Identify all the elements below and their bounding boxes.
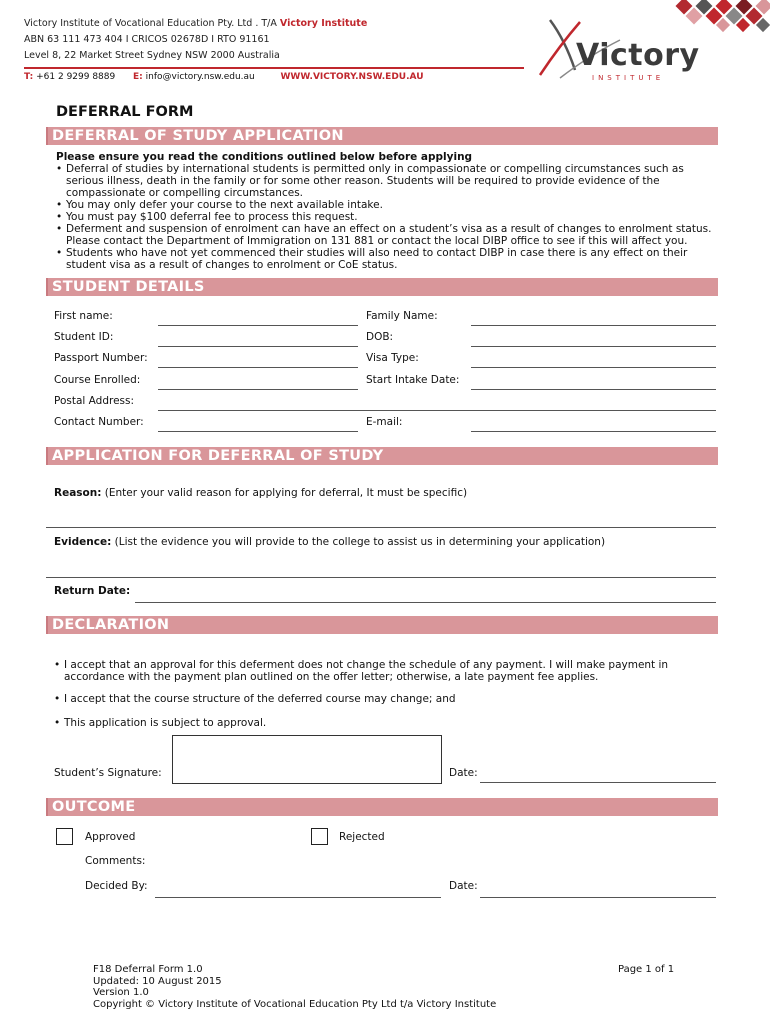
- passport-field[interactable]: [158, 367, 358, 368]
- logo-text: Victory: [576, 38, 700, 73]
- email-label: E-mail:: [366, 416, 403, 428]
- course-label: Course Enrolled:: [54, 374, 141, 386]
- postal-label: Postal Address:: [54, 395, 135, 407]
- list-item: • You must pay $100 deferral fee to process this request.: [56, 211, 358, 223]
- outcome-date-label: Date:: [449, 880, 478, 892]
- declaration-text: I accept that an approval for this deferment does not change the schedule of any payment. I will make payment in accordance with the payment plan outlined on the offer letter; otherwise, a late payment fee applies.: [64, 659, 669, 683]
- section-header-deferral-application: [46, 127, 718, 145]
- signature-date-label: Date:: [449, 767, 478, 779]
- condition-text: You must pay $100 deferral fee to process this request.: [66, 211, 358, 223]
- first-name-label: First name:: [54, 310, 113, 322]
- evidence-label: Evidence:: [54, 536, 112, 548]
- declaration-item: • I accept that the course structure of the deferred course may change; and: [54, 693, 456, 705]
- section-title: APPLICATION FOR DEFERRAL OF STUDY: [52, 448, 384, 464]
- footer: [93, 964, 496, 1010]
- footer-updated: Updated: 10 August 2015: [93, 975, 222, 987]
- contact-field[interactable]: [158, 431, 358, 432]
- family-name-label: Family Name:: [366, 310, 438, 322]
- declaration-text: I accept that the course structure of the deferred course may change; and: [64, 693, 456, 705]
- reason-label: Reason:: [54, 487, 102, 499]
- condition-text: You may only defer your course to the next available intake.: [66, 199, 383, 211]
- dob-field[interactable]: [471, 346, 716, 347]
- condition-text: Students who have not yet commenced their studies will also need to contact DIBP in case there is any effect on their student visa as a result of changes to enrolment or CoE status.: [66, 247, 688, 271]
- condition-text: Deferral of studies by international students is permitted only in compassionate or compelling circumstances such as serious illness, death in the family or for some other reason. Students will be required to provide evidence of the compassionate or compelling circumstances.: [66, 163, 684, 199]
- section-header-student-details: [46, 278, 718, 296]
- passport-label: Passport Number:: [54, 352, 148, 364]
- section-header-application: [46, 447, 718, 465]
- signature-label: Student’s Signature:: [54, 767, 162, 779]
- intake-label: Start Intake Date:: [366, 374, 460, 386]
- family-name-field[interactable]: [471, 325, 716, 326]
- rejected-checkbox[interactable]: [311, 828, 328, 845]
- reason-field[interactable]: [46, 527, 716, 528]
- contact-line: [24, 72, 424, 82]
- phone-label: T:: [24, 72, 34, 82]
- section-title: STUDENT DETAILS: [52, 279, 205, 295]
- phone-number: +61 2 9299 8889: [36, 72, 116, 82]
- first-name-field[interactable]: [158, 325, 358, 326]
- email-link[interactable]: info@victory.nsw.edu.au: [145, 72, 255, 82]
- decided-by-label: Decided By:: [85, 880, 148, 892]
- diamond-pattern-icon: [676, 0, 770, 32]
- footer-version: Version 1.0: [93, 987, 149, 998]
- section-header-declaration: [46, 616, 718, 634]
- reason-hint: (Enter your valid reason for applying for deferral, It must be specific): [104, 487, 468, 499]
- declaration-item: • This application is subject to approval.: [54, 717, 267, 729]
- email-label: E:: [133, 72, 143, 82]
- reason-prompt: [54, 487, 467, 499]
- brand-name: Victory Institute: [279, 18, 368, 29]
- page-number: Page 1 of 1: [618, 964, 675, 975]
- list-item: • You may only defer your course to the next available intake.: [56, 199, 383, 211]
- contact-label: Contact Number:: [54, 416, 144, 428]
- section-title: DECLARATION: [52, 617, 170, 633]
- form-title: DEFERRAL FORM: [56, 104, 194, 120]
- company-name: Victory Institute of Vocational Education Pty. Ltd . T/A: [24, 18, 277, 29]
- list-item: • Students who have not yet commenced their studies will also need to contact DIBP in case there is any effect on their student visa as a result of changes to enrolment or CoE status.: [56, 247, 688, 271]
- section-header-outcome: [46, 798, 718, 816]
- evidence-hint: (List the evidence you will provide to the college to assist us in determining your application): [114, 536, 606, 548]
- declaration-text: This application is subject to approval.: [64, 717, 267, 729]
- section-title: OUTCOME: [52, 799, 136, 815]
- list-item: • Deferral of studies by international students is permitted only in compassionate or compelling circumstances such as serious illness, death in the family or for some other reason. Students will be required to provide evidence of the compassionate or compelling circumstances.: [56, 163, 684, 199]
- footer-form-id: F18 Deferral Form 1.0: [93, 964, 203, 975]
- signature-date-field[interactable]: [480, 782, 716, 783]
- company-name-line: [24, 18, 367, 29]
- dob-label: DOB:: [366, 331, 394, 343]
- email-field[interactable]: [471, 431, 716, 432]
- evidence-field[interactable]: [46, 577, 716, 578]
- registration-numbers: ABN 63 111 473 404 I CRICOS 02678D I RTO 91161: [24, 34, 270, 45]
- evidence-prompt: [54, 536, 605, 548]
- logo-subtext: INSTITUTE: [592, 74, 665, 82]
- return-date-field[interactable]: [135, 602, 716, 603]
- footer-copyright: Copyright © Victory Institute of Vocational Education Pty Ltd t/a Victory Institute: [93, 998, 497, 1010]
- signature-box[interactable]: [172, 735, 442, 784]
- conditions-intro: Please ensure you read the conditions outlined below before applying: [56, 151, 473, 163]
- conditions-list: [56, 163, 718, 271]
- return-date-label: Return Date:: [54, 585, 131, 597]
- approved-checkbox[interactable]: [56, 828, 73, 845]
- header-divider: [24, 67, 524, 69]
- approved-label: Approved: [85, 831, 136, 843]
- intake-field[interactable]: [471, 389, 716, 390]
- list-item: • Deferment and suspension of enrolment can have an effect on a student’s visa as a result of changes to enrolment status. Please contact the Department of Immigration on 131 881 or contact the local DIBP office to see if this will affect you.: [56, 223, 712, 247]
- company-address: Level 8, 22 Market Street Sydney NSW 2000 Australia: [24, 50, 280, 61]
- condition-text: Deferment and suspension of enrolment can have an effect on a student’s visa as a result of changes to enrolment status. Please contact the Department of Immigration on 131 881 or contact the local DIBP office to see if this will affect you.: [66, 223, 712, 247]
- visa-type-label: Visa Type:: [366, 352, 419, 364]
- course-field[interactable]: [158, 389, 358, 390]
- student-id-field[interactable]: [158, 346, 358, 347]
- postal-field[interactable]: [158, 410, 716, 411]
- outcome-date-field[interactable]: [480, 897, 716, 898]
- comments-label: Comments:: [85, 855, 146, 867]
- visa-type-field[interactable]: [471, 367, 716, 368]
- rejected-label: Rejected: [339, 831, 385, 843]
- student-id-label: Student ID:: [54, 331, 114, 343]
- section-title: DEFERRAL OF STUDY APPLICATION: [52, 128, 344, 144]
- decided-by-field[interactable]: [155, 897, 441, 898]
- declaration-item: • I accept that an approval for this deferment does not change the schedule of any payment. I will make payment in accordance with the payment plan outlined on the offer letter; otherwise, a late payment fee applies.: [54, 659, 669, 683]
- website-link[interactable]: WWW.VICTORY.NSW.EDU.AU: [280, 72, 424, 82]
